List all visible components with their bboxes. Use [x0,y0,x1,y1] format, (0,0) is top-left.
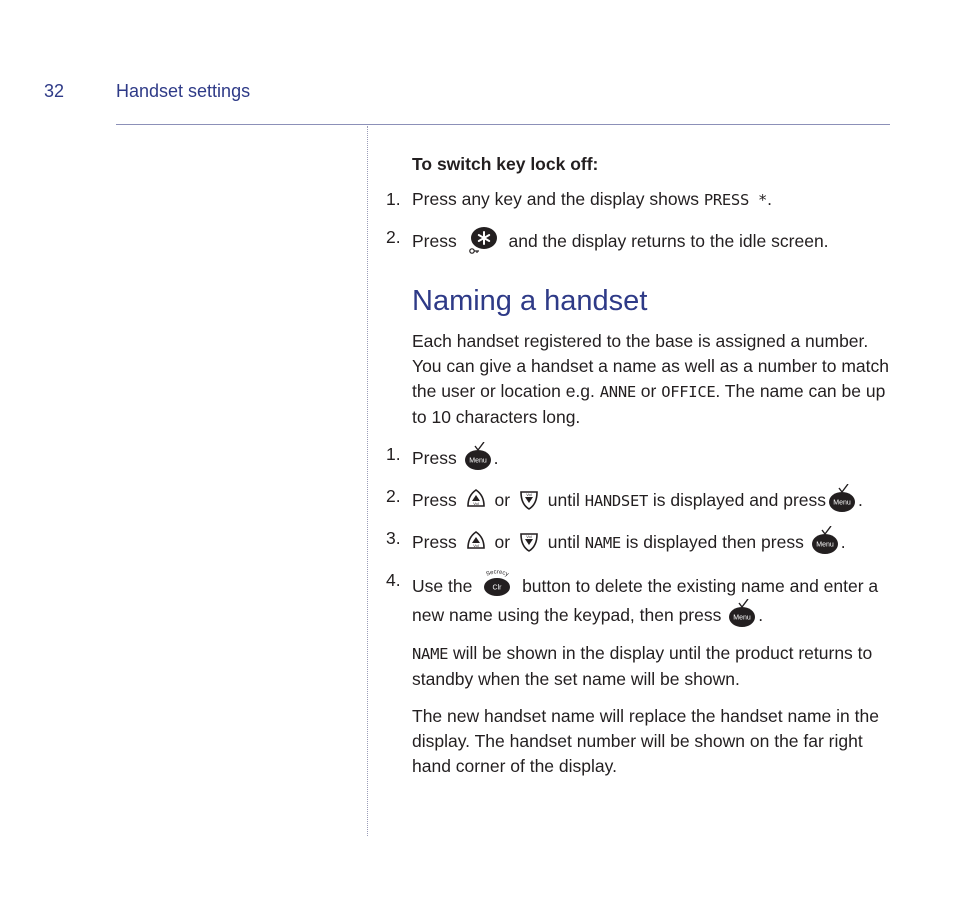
menu-key-label: Menu [815,541,834,549]
key-lock-step-1 [386,187,894,213]
naming-step-4 [386,568,894,629]
display-text: PRESS * [703,191,768,209]
header-rule [116,124,890,125]
clear-secrecy-key-icon [481,568,513,598]
secrecy-key-label: Secrecy [485,569,510,579]
display-text: NAME [412,645,449,663]
step-number: 2. [386,486,401,506]
section-heading: Naming a handset [412,285,648,317]
up-arrow-key-icon [466,530,486,554]
note-paragraph-2: The new handset name will replace the handset name in the display. The handset number will be shown on the far right hand corner of the display. [412,706,879,776]
step-text: Use the [412,576,473,596]
vol-key-label: Vol [526,492,532,497]
step-text: Press any key and the display shows [412,189,704,209]
naming-step-1 [386,442,894,472]
step-text: or [494,532,511,552]
intro-text: Each handset registered to the base is assigned a number. You can give a handset a name as well as a number to match the user or location e.g. [412,331,890,401]
display-text: OFFICE [661,383,716,401]
key-lock-step-2 [386,225,894,255]
page-number: 32 [44,81,65,101]
naming-step-3 [386,526,894,556]
step-text: and the display returns to the idle screen. [508,231,829,251]
menu-key-icon [728,599,758,629]
step-text: . [493,448,499,468]
menu-key-label: Menu [733,614,752,622]
step-text: Press [412,532,457,552]
column-divider [367,126,368,836]
display-text: ANNE [599,383,636,401]
vol-key-label: Vol [472,543,479,548]
intro-text: . The name can be up to 10 characters long. [412,381,886,427]
step-text: . [767,189,772,209]
step-text: button to delete the existing name and enter a new name using the keypad, then press [412,576,879,625]
clr-key-label: Clr [492,584,502,592]
step-number: 1. [386,444,401,464]
menu-key-icon [828,484,858,514]
step-text: Press [412,231,457,251]
section-title: Handset settings [116,81,251,101]
intro-paragraph [412,329,894,430]
step-text: is displayed then press [625,532,804,552]
display-text: HANDSET [584,492,649,510]
step-text: or [494,490,511,510]
step-number: 1. [386,189,401,209]
step-text: until [547,532,580,552]
step-text: until [547,490,580,510]
vol-key-label: Vol [472,501,479,506]
step-number: 4. [386,570,401,590]
down-arrow-key-icon [519,488,539,512]
menu-key-icon [811,526,841,556]
menu-key-label: Menu [833,499,851,507]
step-text: . [858,490,863,510]
menu-key-icon [464,442,494,472]
step-text: is displayed and press [652,490,827,510]
naming-step-2 [386,484,894,514]
step-text: . [758,605,764,625]
step-text: . [840,532,846,552]
up-arrow-key-icon [466,488,486,512]
intro-text: or [635,381,662,401]
key-lock-subheading: To switch key lock off: [412,154,599,174]
note-paragraph-1 [412,641,894,692]
main-column [386,152,894,791]
vol-key-label: Vol [526,534,532,539]
down-arrow-key-icon [519,530,539,554]
note-text: will be shown in the display until the product returns to standby when the set name will be shown. [412,643,873,689]
step-number: 3. [386,528,401,548]
star-key-icon [468,225,498,255]
display-text: NAME [584,534,621,552]
step-text: Press [412,448,457,468]
step-text: Press [412,490,457,510]
step-number: 2. [386,227,401,247]
menu-key-label: Menu [468,457,487,465]
